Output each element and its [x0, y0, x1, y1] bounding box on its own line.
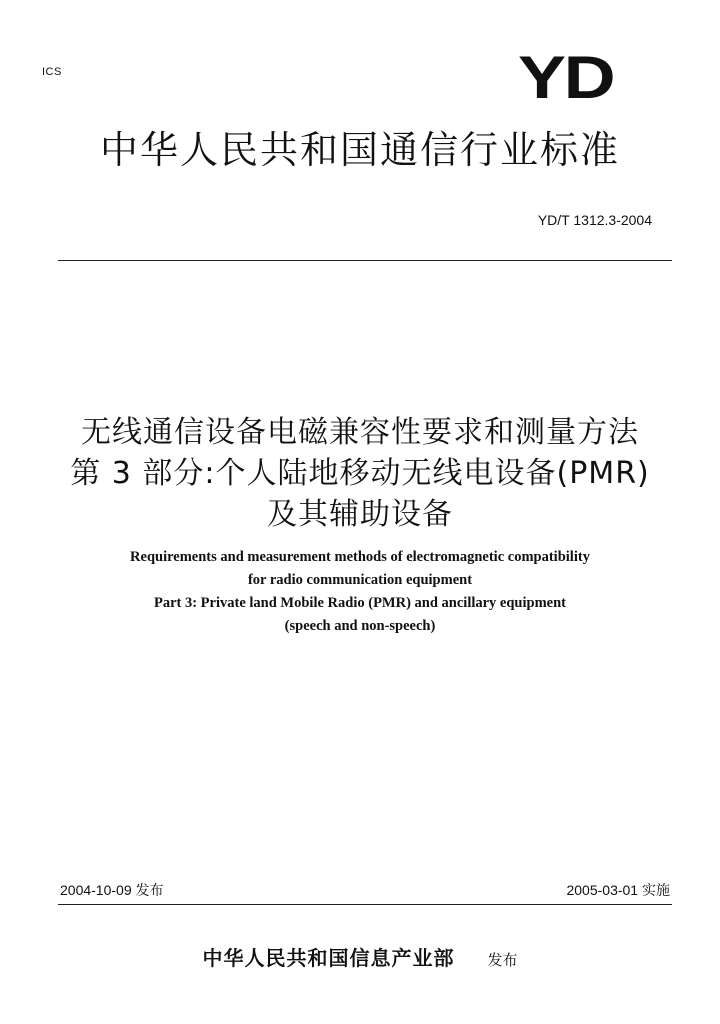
title-en-line: (speech and non-speech): [284, 618, 436, 634]
standard-number: YD/T 1312.3-2004: [537, 212, 652, 228]
implementation-date: 2005-03-01 实施: [566, 882, 670, 898]
yd-logo: YD: [518, 44, 614, 111]
title-cn-line: 无线通信设备电磁兼容性要求和测量方法: [81, 415, 639, 450]
title-en-line: Part 3: Private land Mobile Radio (PMR) and ancillary equipment: [153, 595, 566, 611]
ics-label: ICS: [42, 66, 62, 78]
issuer-block: [0, 942, 720, 971]
org-standard-title: 中华人民共和国通信行业标准: [99, 128, 620, 172]
bottom-divider: [58, 904, 672, 905]
title-en-line: for radio communication equipment: [247, 572, 473, 588]
title-cn-line: 及其辅助设备: [267, 497, 453, 532]
document-title-cn: [0, 412, 720, 535]
top-divider: [58, 260, 672, 261]
title-cn-line: 第 3 部分:个人陆地移动无线电设备(PMR): [70, 456, 650, 491]
issuer-suffix: 发布: [487, 951, 518, 969]
document-title-en: [0, 546, 720, 638]
issuer-name: 中华人民共和国信息产业部: [202, 946, 455, 970]
issue-date: 2004-10-09 发布: [60, 882, 164, 898]
title-en-line: Requirements and measurement methods of electromagnetic compatibility: [130, 549, 590, 565]
